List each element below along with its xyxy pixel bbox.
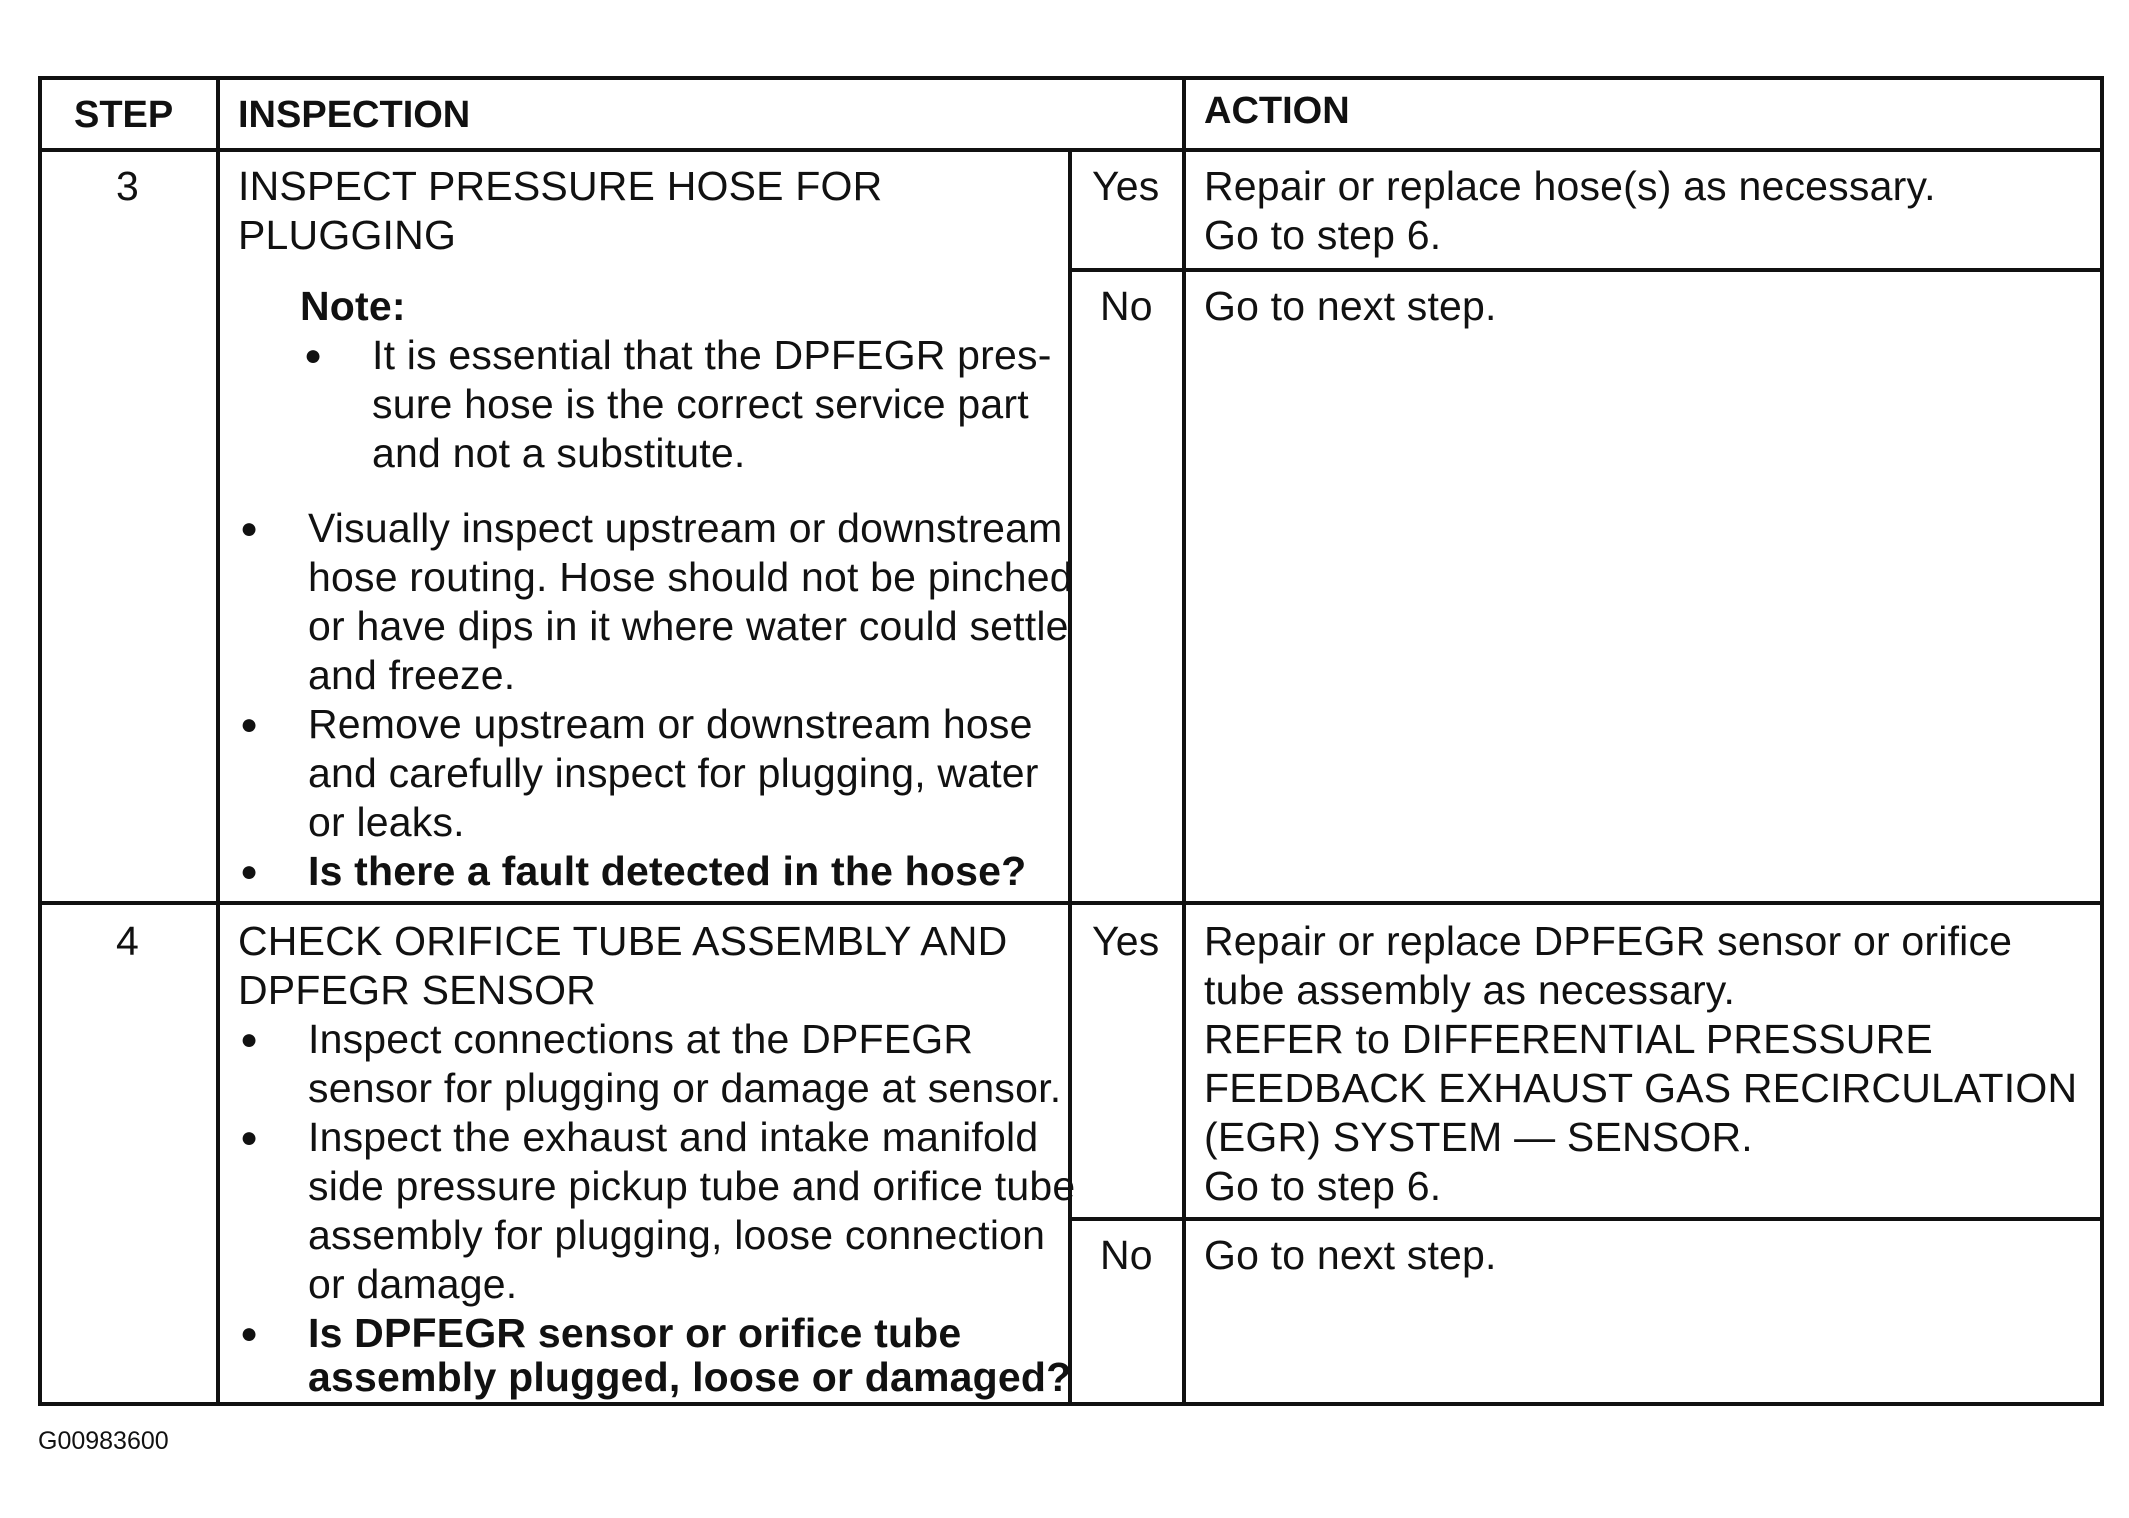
step3-yes-label: Yes bbox=[1092, 163, 1160, 209]
step3-bullet1-line1: Visually inspect upstream or downstream bbox=[308, 505, 1063, 551]
bullet-icon: ● bbox=[304, 339, 323, 372]
bullet-icon: ● bbox=[240, 708, 259, 741]
step4-title-line2: DPFEGR SENSOR bbox=[238, 967, 596, 1013]
step3-bullet1-line3: or have dips in it where water could settle bbox=[308, 603, 1069, 649]
header-action: ACTION bbox=[1204, 90, 1350, 132]
step3-yes-action-line1: Repair or replace hose(s) as necessary. bbox=[1204, 163, 1936, 209]
step4-bullet1-line1: Inspect connections at the DPFEGR bbox=[308, 1016, 974, 1062]
divider-header bbox=[42, 148, 2100, 152]
step4-yes-action-line2: tube assembly as necessary. bbox=[1204, 967, 1736, 1013]
step3-no-label: No bbox=[1100, 283, 1153, 329]
divider-step3-yes-no bbox=[1070, 268, 2100, 272]
step4-yes-label: Yes bbox=[1092, 918, 1160, 964]
step4-bullet2-line1: Inspect the exhaust and intake manifold bbox=[308, 1114, 1039, 1160]
step3-bullet1-line2: hose routing. Hose should not be pinched bbox=[308, 554, 1073, 600]
step4-bullet1-line2: sensor for plugging or damage at sensor. bbox=[308, 1065, 1062, 1111]
bullet-icon: ● bbox=[240, 1317, 259, 1350]
bullet-icon: ● bbox=[240, 855, 259, 888]
step4-no-action: Go to next step. bbox=[1204, 1232, 1497, 1278]
diagnostic-table bbox=[38, 76, 2104, 1406]
step3-question: Is there a fault detected in the hose? bbox=[308, 848, 1027, 894]
divider-step-inspection bbox=[216, 80, 220, 1402]
step3-note-line1: It is essential that the DPFEGR pres- bbox=[372, 332, 1052, 378]
step3-bullet2-line3: or leaks. bbox=[308, 799, 465, 845]
divider-step4-yes-no bbox=[1070, 1217, 2100, 1221]
step4-yes-action-line6: Go to step 6. bbox=[1204, 1163, 1442, 1209]
header-inspection: INSPECTION bbox=[238, 94, 471, 136]
step4-bullet2-line4: or damage. bbox=[308, 1261, 518, 1307]
divider-inspection-action bbox=[1182, 80, 1186, 1402]
step4-bullet2-line3: assembly for plugging, loose connection bbox=[308, 1212, 1046, 1258]
bullet-icon: ● bbox=[240, 1023, 259, 1056]
step4-yes-action-line3: REFER to DIFFERENTIAL PRESSURE bbox=[1204, 1016, 1933, 1062]
step3-note-label: Note: bbox=[300, 283, 406, 329]
step3-bullet2-line1: Remove upstream or downstream hose bbox=[308, 701, 1033, 747]
step4-number: 4 bbox=[116, 918, 140, 964]
step4-title-line1: CHECK ORIFICE TUBE ASSEMBLY AND bbox=[238, 918, 1008, 964]
step4-question-line2: assembly plugged, loose or damaged? bbox=[308, 1354, 1072, 1400]
divider-inspection-answer bbox=[1068, 150, 1072, 1402]
step3-number: 3 bbox=[116, 163, 140, 209]
bullet-icon: ● bbox=[240, 1121, 259, 1154]
step3-title-line2: PLUGGING bbox=[238, 212, 457, 258]
step4-question-line1: Is DPFEGR sensor or orifice tube bbox=[308, 1310, 962, 1356]
step4-no-label: No bbox=[1100, 1232, 1153, 1278]
step3-note-line3: and not a substitute. bbox=[372, 430, 746, 476]
bullet-icon: ● bbox=[240, 512, 259, 545]
step3-bullet2-line2: and carefully inspect for plugging, water bbox=[308, 750, 1039, 796]
step3-note-line2: sure hose is the correct service part bbox=[372, 381, 1029, 427]
figure-id: G00983600 bbox=[38, 1427, 169, 1455]
step3-no-action: Go to next step. bbox=[1204, 283, 1497, 329]
step3-yes-action-line2: Go to step 6. bbox=[1204, 212, 1442, 258]
step3-title-line1: INSPECT PRESSURE HOSE FOR bbox=[238, 163, 883, 209]
step4-yes-action-line1: Repair or replace DPFEGR sensor or orifice bbox=[1204, 918, 2013, 964]
divider-step3-step4 bbox=[42, 901, 2100, 905]
step4-bullet2-line2: side pressure pickup tube and orifice tube bbox=[308, 1163, 1076, 1209]
step4-yes-action-line4: FEEDBACK EXHAUST GAS RECIRCULATION bbox=[1204, 1065, 2078, 1111]
step3-bullet1-line4: and freeze. bbox=[308, 652, 516, 698]
step4-yes-action-line5: (EGR) SYSTEM — SENSOR. bbox=[1204, 1114, 1753, 1160]
header-step: STEP bbox=[74, 94, 174, 136]
